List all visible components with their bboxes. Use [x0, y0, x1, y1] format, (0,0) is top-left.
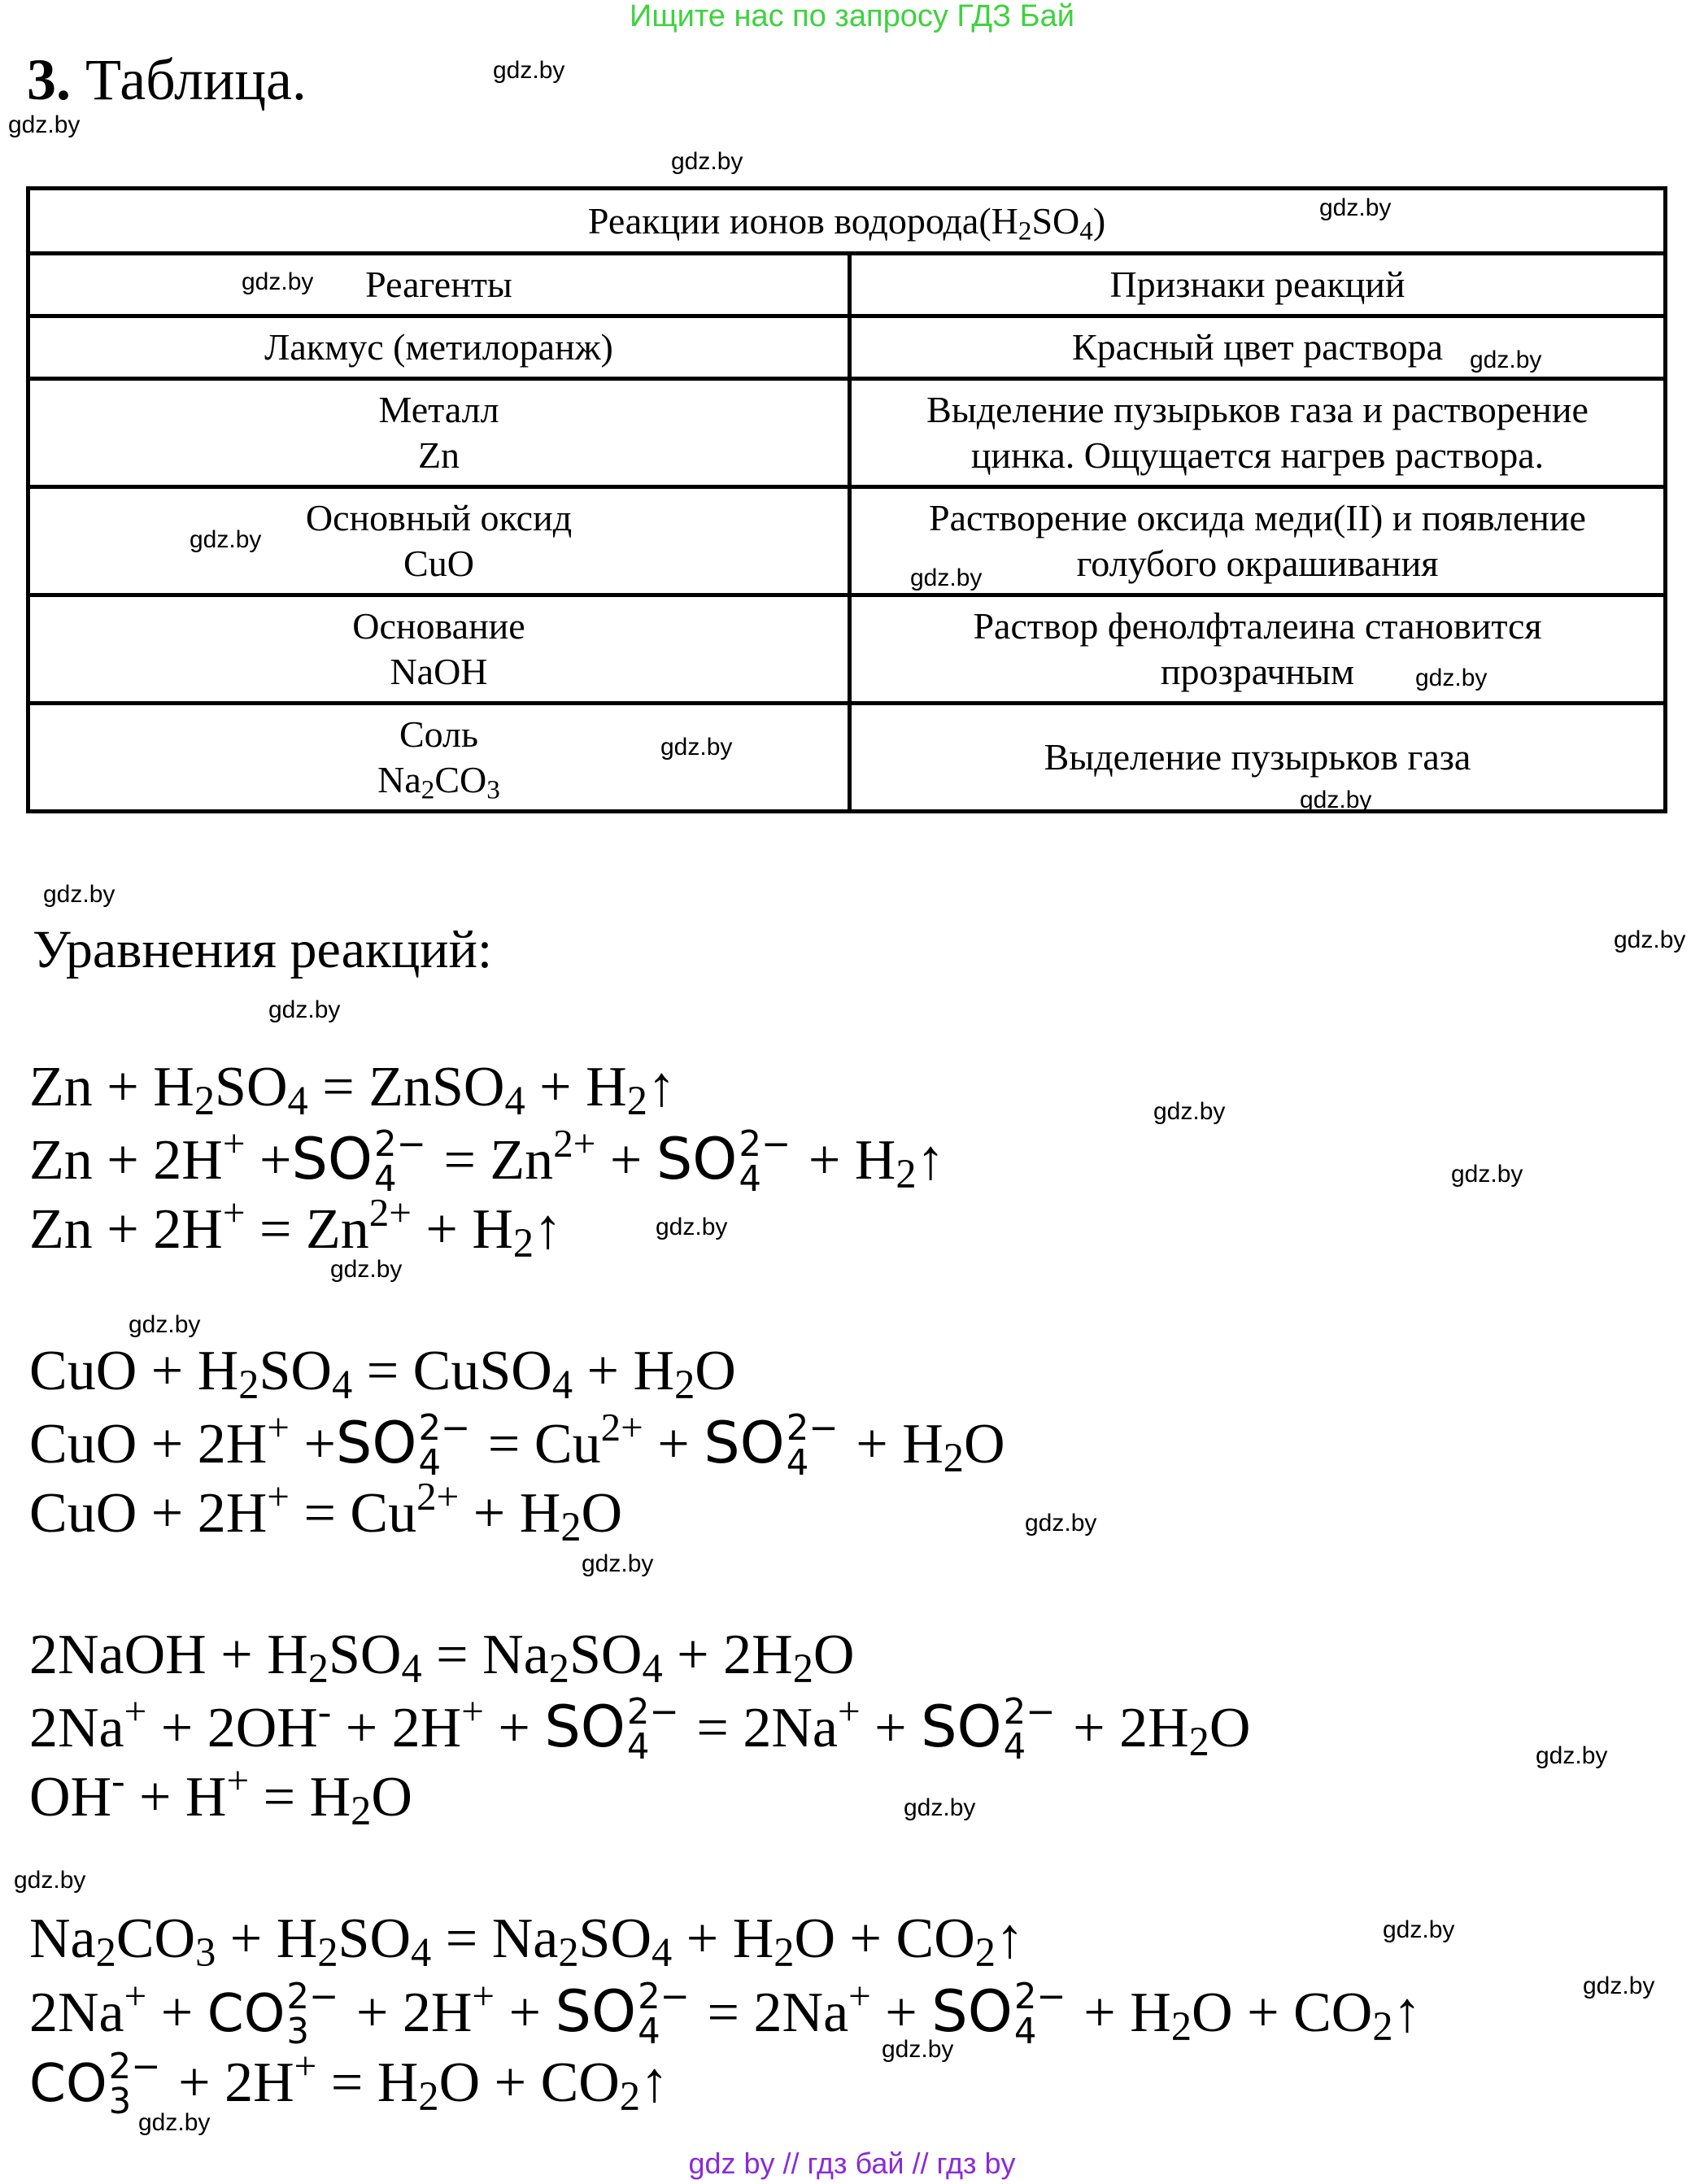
column-header-reagents: Реагенты [28, 254, 850, 316]
equation-zn-full-ionic: Zn + 2H+ +SO 2− 4 = $Zn^{2+}$ + SO 2− 4 + $H_2↑$ [29, 1121, 945, 1201]
watermark: gdz.by [1536, 1742, 1608, 1769]
watermark: gdz.by [910, 565, 983, 591]
equation-naoh-full-ionic: 2Na+ + 2OH- + 2H+ + SO 2− 4 = 2Na+ + SO 2− 4 + $2H_2O$ [29, 1689, 1251, 1768]
reagent-cell: Лакмус (метилоранж) [28, 316, 850, 379]
watermark: gdz.by [190, 526, 262, 553]
table-header-row [28, 189, 1666, 254]
table-row [28, 316, 1666, 379]
sign-cell: Выделение пузырьков газа [850, 704, 1666, 812]
reagent-cell: Основный оксид CuO [28, 487, 850, 595]
page-title [27, 47, 307, 112]
watermark: gdz.by [129, 1311, 201, 1338]
equation-na2co3-full-ionic: 2Na+ + CO 2− 3 + 2H+ + SO 2− 4 = 2Na+ + SO 2− 4 + $H_2O$ + $CO_2↑$ [29, 1973, 1422, 2053]
reagent-cell: Металл Zn [28, 379, 850, 487]
table-row [28, 379, 1666, 487]
watermark: gdz.by [1451, 1161, 1523, 1188]
watermark: gdz.by [1300, 787, 1372, 813]
equation-zn-molecular: $Zn + H_2SO_4$ = ZnSO$_4$ + $H_2↑$ [29, 1056, 676, 1124]
watermark: gdz.by [1583, 1973, 1655, 1999]
equation-cuo-short-ionic: CuO + $2H^+ = Cu^{2+} + H_2O$ [29, 1474, 623, 1550]
sign-cell: Красный цвет раствора [850, 316, 1666, 379]
task-number: 3. [27, 47, 71, 112]
equation-naoh-short-ionic: $OH^- + H^+ = H_2O$ [29, 1758, 412, 1834]
column-header-signs: Признаки реакций [850, 254, 1666, 316]
watermark: gdz.by [1383, 1916, 1455, 1943]
watermark: gdz.by [1415, 665, 1488, 691]
sign-cell: Раствор фенолфталеина становится прозрачным [850, 595, 1666, 704]
equations-title: Уравнения реакций: [33, 920, 493, 979]
reagent-cell: Соль $Na_2CO_3$ [28, 704, 850, 812]
watermark: gdz.by [882, 2036, 954, 2063]
table-row [28, 487, 1666, 595]
watermark: gdz.by [582, 1550, 654, 1577]
watermark: gdz.by [493, 57, 565, 84]
watermark: gdz.by [242, 268, 314, 295]
watermark: gdz.by [8, 111, 81, 138]
watermark: gdz.by [1470, 347, 1542, 373]
watermark: gdz.by [268, 996, 341, 1023]
sign-cell: Выделение пузырьков газа и растворение цинка. Ощущается нагрев раствора. [850, 379, 1666, 487]
footer-links[interactable]: gdz by // гдз бай // гдз by [688, 2147, 1016, 2180]
watermark: gdz.by [1153, 1098, 1226, 1125]
watermark: gdz.by [660, 734, 733, 761]
watermark: gdz.by [14, 1867, 86, 1894]
equation-cuo-molecular: CuO + $H_2SO_4$ = CuSO$_4$ + $H_2O$ [29, 1340, 736, 1408]
table-row [28, 704, 1666, 812]
equation-cuo-full-ionic: CuO + 2H+ +SO 2− 4 = $Cu^{2+}$ + SO 2− 4 + $H_2O$ [29, 1405, 1005, 1484]
equation-na2co3-short-ionic: CO 2− 3 + $2H^+ = H_2O$ + $CO_2↑$ [29, 2043, 669, 2123]
watermark: gdz.by [1614, 926, 1686, 953]
reagent-cell: Основание NaOH [28, 595, 850, 704]
top-banner[interactable]: Ищите нас по запросу ГДЗ Бай [630, 0, 1074, 33]
sign-cell: Растворение оксида меди(II) и появление голубого окрашивания [850, 487, 1666, 595]
watermark: gdz.by [1025, 1510, 1097, 1537]
task-title: Таблица. [85, 47, 307, 112]
watermark: gdz.by [330, 1256, 403, 1283]
watermark: gdz.by [671, 148, 743, 175]
table-header: Реакции ионов $водорода(H_2SO_4)$ [28, 189, 1666, 254]
watermark: gdz.by [43, 881, 115, 908]
equation-naoh-molecular: 2NaOH + $H_2SO_4 = Na_2SO_4 + 2H_2O$ [29, 1624, 855, 1692]
watermark: gdz.by [904, 1794, 976, 1821]
equation-na2co3-molecular: $Na_2CO_3 + H_2SO_4 = Na_2SO_4 + H_2O$ + $CO_2↑$ [29, 1907, 1024, 1976]
watermark: gdz.by [656, 1214, 728, 1240]
equation-zn-short-ionic: $Zn + 2H^+ = Zn^{2+}$ + $H_2↑$ [29, 1190, 563, 1266]
watermark: gdz.by [138, 2109, 211, 2136]
watermark: gdz.by [1319, 194, 1392, 221]
